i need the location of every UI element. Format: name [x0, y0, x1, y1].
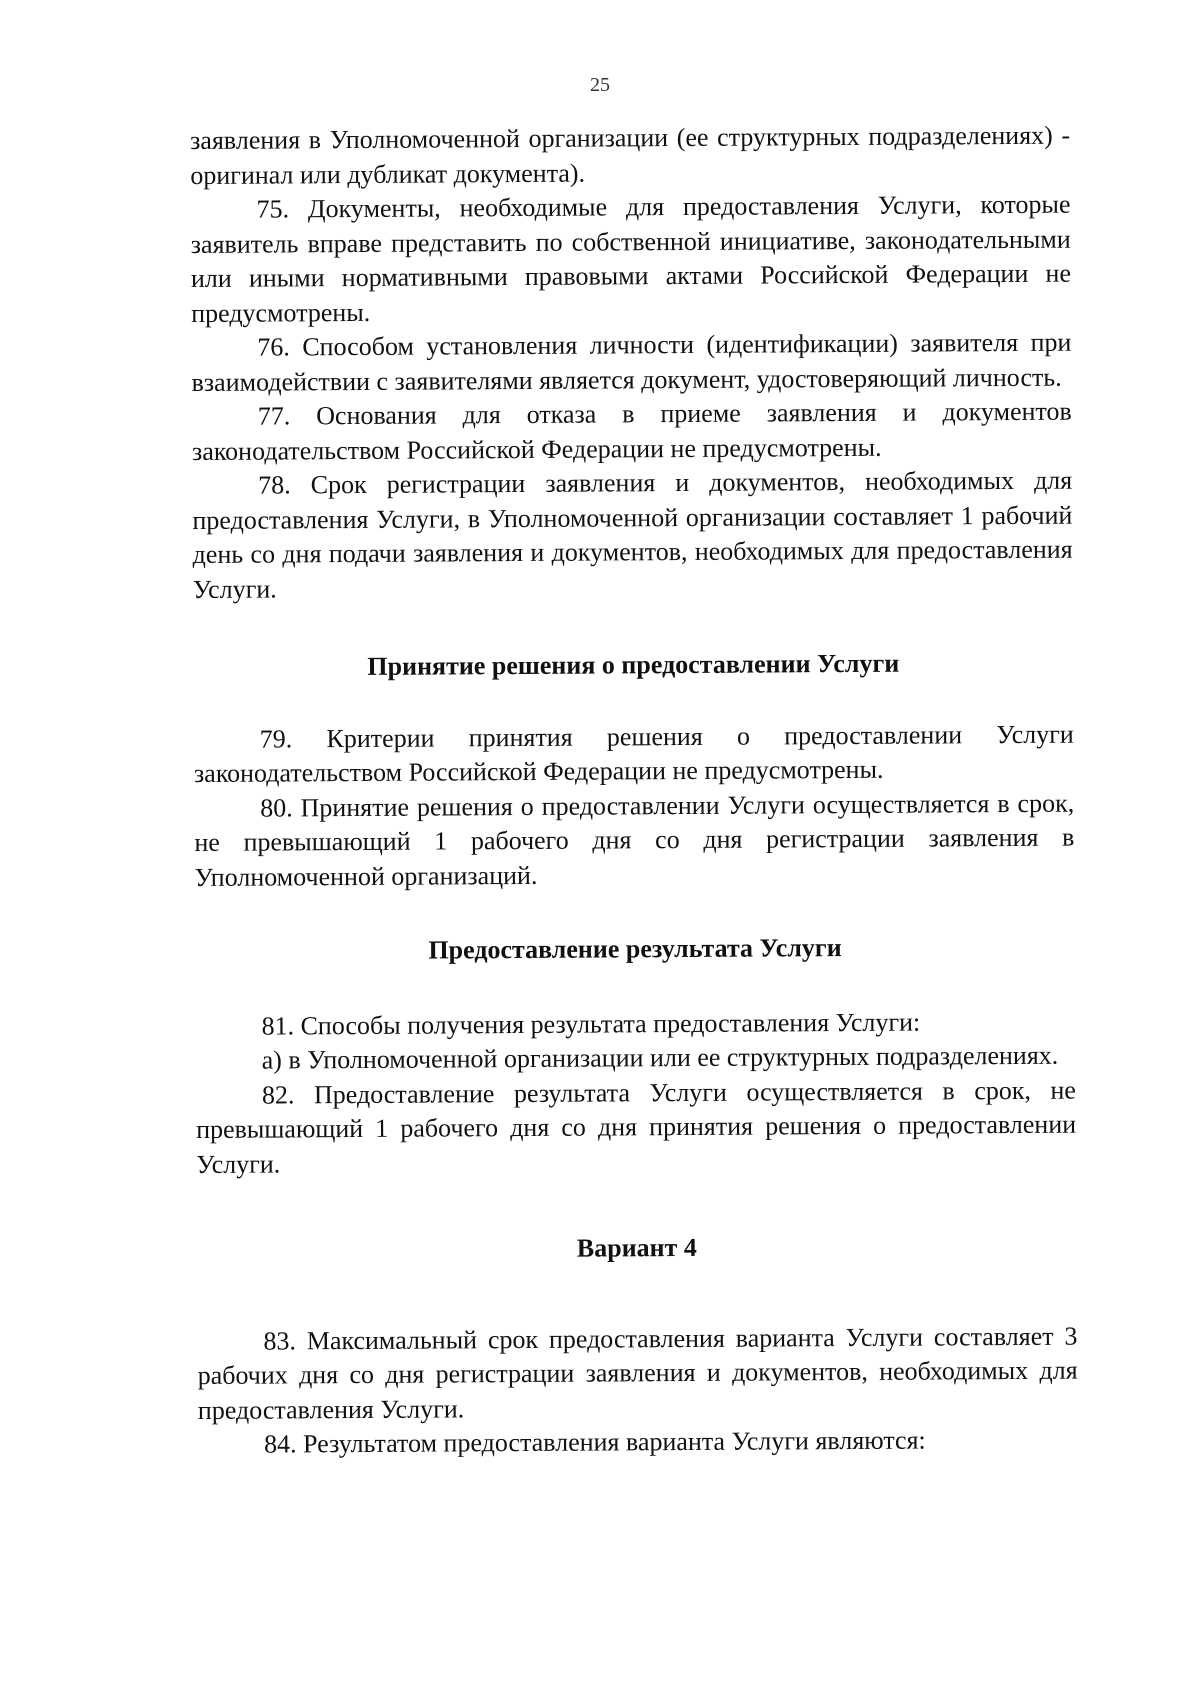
section-heading-decision: Принятие решения о предоставлении Услуги — [367, 648, 900, 681]
paragraph-84: 84. Результатом предоставления варианта Услуги являются: — [263, 1425, 926, 1459]
document-body — [190, 119, 1078, 1463]
paragraph-76: 76. Способом установления личности (идентификации) заявителя при взаимодействии с заявителями является документ, удостоверяющий личность. — [191, 327, 1072, 397]
paragraph-81-a: а) в Уполномоченной организации или ее структурных подразделениях. — [261, 1040, 1059, 1075]
section-heading-result: Предоставление результата Услуги — [428, 933, 842, 965]
paragraph-78: 78. Срок регистрации заявления и документов, необходимых для предоставления Услуги, в Уполномоченной организации составляет 1 рабочий день со дня подачи заявления и документов, необходимых для предоставления Услуги. — [192, 465, 1073, 604]
paragraph-79: 79. Критерии принятия решения о предоставлении Услуги законодательством Российской Федерации не предусмотрены. — [193, 719, 1074, 788]
section-heading-variant-4: Вариант 4 — [576, 1232, 697, 1263]
paragraph-83: 83. Максимальный срок предоставления варианта Услуги составляет 3 рабочих дня со дня регистрации заявления и документов, необходимых для предоставления Услуги. — [197, 1321, 1078, 1425]
paragraph-continuation: заявления в Уполномоченной организации (ее структурных подразделениях) - оригинал или дубликат документа). — [190, 120, 1071, 190]
page-number: 25 — [590, 74, 610, 96]
paragraph-75: 75. Документы, необходимые для предоставления Услуги, которые заявитель вправе представить по собственной инициативе, законодательными или иными нормативными правовыми актами Российской Федерации не предусмотрены. — [190, 189, 1072, 328]
paragraph-77: 77. Основания для отказа в приеме заявления и документов законодательством Российской Федерации не предусмотрены. — [191, 396, 1072, 466]
paragraph-82: 82. Предоставление результата Услуги осуществляется в срок, не превышающий 1 рабочего дня со дня принятия решения о предоставлении Услуги. — [196, 1075, 1077, 1179]
paragraph-80: 80. Принятие решения о предоставлении Услуги осуществляется в срок, не превышающий 1 рабочего дня со дня регистрации заявления в Уполномоченной организаций. — [194, 788, 1075, 892]
paragraph-81: 81. Способы получения результата предоставления Услуги: — [261, 1007, 921, 1041]
